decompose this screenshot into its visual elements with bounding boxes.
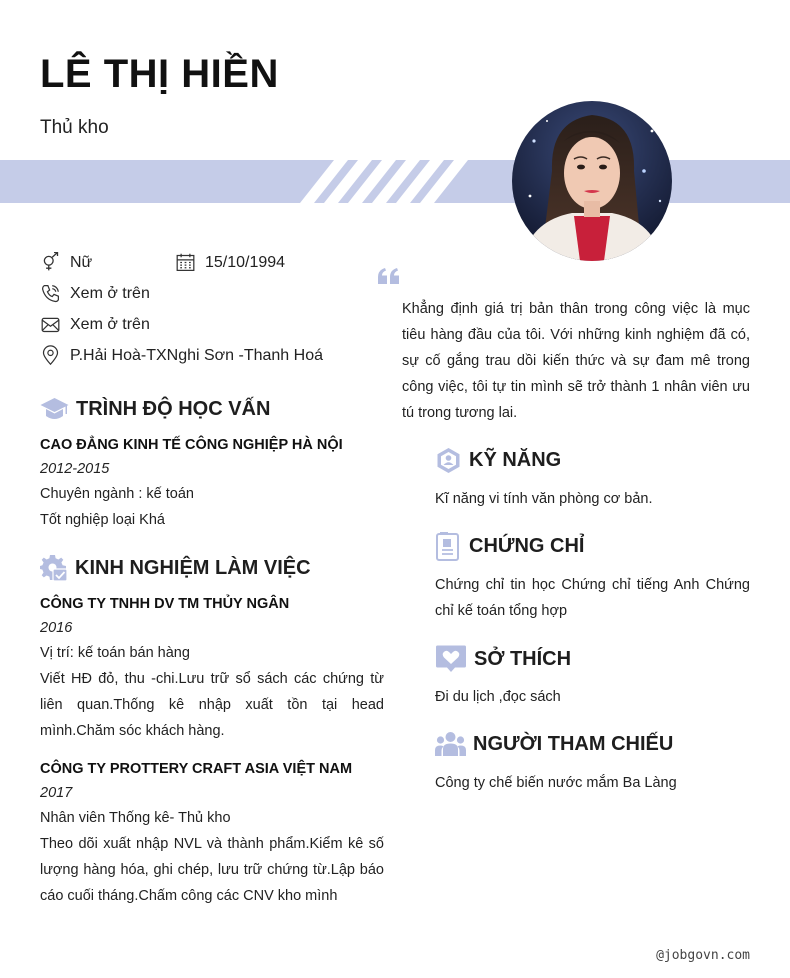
email-item (40, 314, 150, 335)
calendar-icon (175, 252, 196, 273)
hobbies-text: Đi du lịch ,đọc sách (435, 689, 561, 705)
hexagon-user-icon (435, 447, 462, 474)
gear-check-icon (40, 554, 68, 582)
gender-value: Nữ (70, 253, 93, 271)
experience-item (40, 757, 384, 909)
experience-period: 2016 (40, 620, 73, 636)
avatar (512, 101, 672, 261)
education-period: 2012-2015 (40, 461, 110, 477)
phone-value: Xem ở trên (70, 284, 150, 302)
experience-description: Viết HĐ đỏ, thu -chi.Lưu trữ sổ sách các chứng từ liên quan.Thống kê nhập xuất tồn tại head mình.Chăm sóc khách hàng. (40, 671, 384, 739)
people-group-icon (435, 731, 466, 757)
experience-role: Nhân viên Thống kê- Thủ kho (40, 810, 231, 826)
references-section-title: NGƯỜI THAM CHIẾU (435, 731, 673, 757)
quote-icon (377, 266, 401, 286)
experience-description: Theo dõi xuất nhập NVL và thành phẩm.Kiểm kê số lượng hàng hóa, ghi chép, lưu trữ chứng từ.Lập báo cáo cuối tháng.Chấm công các CNV kho mình (40, 836, 384, 904)
birthdate-value: 15/10/1994 (205, 253, 286, 271)
certificate-document-icon (435, 532, 462, 561)
birthdate-item (175, 252, 285, 273)
education-detail: Chuyên ngành : kế toán (40, 486, 194, 502)
phone-icon (40, 283, 61, 304)
experience-section-title: KINH NGHIỆM LÀM VIỆC (40, 554, 311, 582)
career-objective: Khẳng định giá trị bản thân trong công việc là mục tiêu hàng đầu của tôi. Với những kinh nghiệm đã có, sự cố gắng trau dồi kiến thức và sự đam mê trong công việc, tôi tự tin mình sẽ trở thành 1 nhân viên ưu tú trong tương lai. (402, 301, 750, 421)
experience-role: Vị trí: kế toán bán hàng (40, 645, 190, 661)
company-name: CÔNG TY PROTTERY CRAFT ASIA VIỆT NAM (40, 761, 353, 777)
education-detail: Tốt nghiệp loại Khá (40, 512, 165, 528)
address-item (40, 345, 323, 366)
mail-icon (40, 314, 61, 335)
location-pin-icon (40, 345, 61, 366)
gender-icon (40, 252, 61, 273)
company-name: CÔNG TY TNHH DV TM THỦY NGÂN (40, 596, 290, 612)
skills-section-title: KỸ NĂNG (435, 447, 561, 474)
hobbies-section-title: SỞ THÍCH (435, 645, 571, 673)
education-section-title: TRÌNH ĐỘ HỌC VẤN (40, 396, 270, 423)
references-text: Công ty chế biến nước mắm Ba Làng (435, 775, 677, 791)
address-value: P.Hải Hoà-TXNghi Sơn -Thanh Hoá (70, 346, 323, 364)
phone-item (40, 283, 150, 304)
candidate-name: LÊ THỊ HIỀN (40, 52, 279, 96)
education-item (40, 433, 384, 533)
experience-period: 2017 (40, 785, 73, 801)
school-name: CAO ĐẲNG KINH TẾ CÔNG NGHIỆP HÀ NỘI (40, 437, 343, 453)
experience-item (40, 592, 384, 744)
email-value: Xem ở trên (70, 315, 150, 333)
job-position: Thủ kho (40, 117, 109, 138)
skills-text: Kĩ năng vi tính văn phòng cơ bản. (435, 491, 653, 507)
footer-watermark: @jobgovn.com (656, 948, 750, 963)
graduation-cap-icon (40, 396, 69, 423)
gender-item (40, 252, 92, 273)
certificates-text: Chứng chỉ tin học Chứng chỉ tiếng Anh Chứng chỉ kế toán tổng hợp (435, 577, 750, 619)
certificates-section-title: CHỨNG CHỈ (435, 532, 584, 561)
heart-message-icon (435, 645, 467, 673)
decorative-stripes (300, 160, 470, 203)
